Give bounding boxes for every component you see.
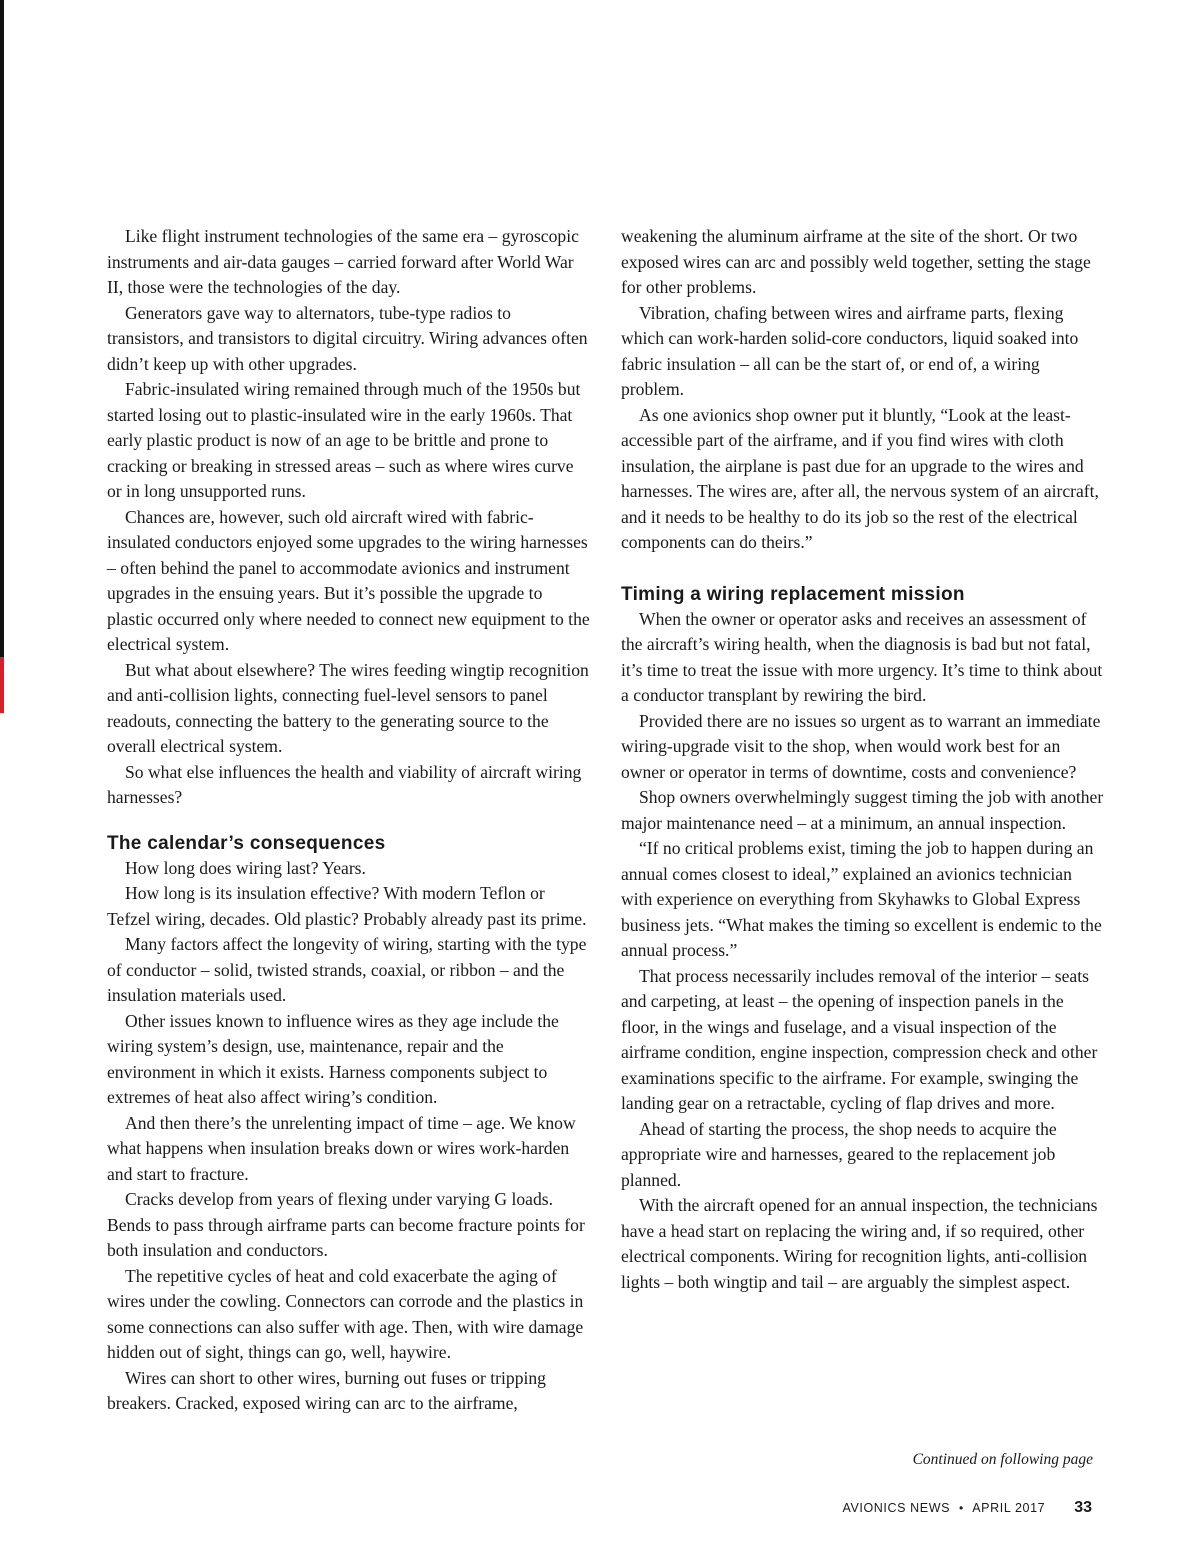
left-paragraph-4: Chances are, however, such old aircraft wired with fabric-insulated conductors enjoyed some upgrades to the wiring harnesses – often behind the panel to accommodate avionics and instrument upgrades in the ensuing years. But it’s possible the upgrade to plastic occurred only where needed to connect new equipment to the electrical system. (107, 506, 590, 654)
page-edge-bar-dark (0, 0, 4, 657)
left-paragraph-5: But what about elsewhere? The wires feeding wingtip recognition and anti-collision lights, connecting fuel-level sensors to panel readouts, connecting the battery to the generating source to the overall electrical system. (107, 659, 589, 756)
left-paragraph-10: Other issues known to influence wires as they age include the wiring system’s design, use, maintenance, repair and the environment in which it exists. Harness components subject to extremes of heat also affect wiring’s condition. (107, 1010, 559, 1107)
page-edge-bar-red (0, 657, 4, 713)
right-column (621, 224, 1105, 1295)
page-footer (842, 1499, 1092, 1517)
right-paragraph-3: As one avionics shop owner put it bluntly, “Look at the least-accessible part of the airframe, and if you find wires with cloth insulation, the airplane is past due for an upgrade to the wires and harnesses. The wires are, after all, the nervous system of an aircraft, and it needs to be healthy to do its job so the rest of the electrical components can do theirs.” (621, 404, 1099, 552)
section-heading-calendar: The calendar’s consequences (107, 832, 386, 854)
left-paragraph-7: How long does wiring last? Years. (125, 857, 366, 878)
right-paragraph-9: Ahead of starting the process, the shop needs to acquire the appropriate wire and harnesses, geared to the replacement job planned. (621, 1118, 1057, 1190)
right-paragraph-7: “If no critical problems exist, timing the job to happen during an annual comes closest to ideal,” explained an avionics technician with experience on everything from Skyhawks to Global Express business jets. “What makes the timing so excellent is endemic to the annual process.” (621, 838, 1102, 960)
left-paragraph-12: Cracks develop from years of flexing under varying G loads. Bends to pass through airframe parts can become fracture points for both insulation and conductors. (107, 1189, 585, 1260)
left-paragraph-1: Like flight instrument technologies of the same era – gyroscopic instruments and air-data gauges – carried forward after World War II, those were the technologies of the day. (107, 226, 579, 297)
left-paragraph-11: And then there’s the unrelenting impact of time – age. We know what happens when insulation breaks down or wires work-harden and start to fracture. (107, 1112, 576, 1184)
right-paragraph-5: Provided there are no issues so urgent as to warrant an immediate wiring-upgrade visit to the shop, when would work best for an owner or operator in terms of downtime, costs and convenience? (621, 710, 1101, 782)
left-paragraph-13: The repetitive cycles of heat and cold exacerbate the aging of wires under the cowling. Connectors can corrode and the plastics in some connections can also suffer with age. Then, with wire damage hidden out of sight, things can go, well, haywire. (107, 1265, 584, 1362)
right-paragraph-6: Shop owners overwhelmingly suggest timing the job with another major maintenance need – at a minimum, an annual inspection. (621, 787, 1104, 833)
page-number: 33 (1074, 1499, 1092, 1516)
footer-issue-date: APRIL 2017 (972, 1501, 1046, 1515)
right-paragraph-8: That process necessarily includes removal of the interior – seats and carpeting, at least – the opening of inspection panels in the floor, in the wings and fuselage, and a visual inspection of the airframe condition, engine inspection, compression check and other examinations specific to the airframe. For example, swinging the landing gear on a retractable, cycling of flap drives and more. (621, 965, 1098, 1113)
right-paragraph-10: With the aircraft opened for an annual inspection, the technicians have a head start on replacing the wiring and, if so required, other electrical components. Wiring for recognition lights, anti-collision lights – both wingtip and tail – are arguably the simplest aspect. (621, 1195, 1098, 1292)
left-paragraph-6: So what else influences the health and viability of aircraft wiring harnesses? (107, 761, 582, 807)
left-paragraph-3: Fabric-insulated wiring remained through much of the 1950s but started losing out to plastic-insulated wire in the early 1960s. That early plastic product is now of an age to be brittle and prone to cracking or breaking in stressed areas – such as where wires curve or in long unsupported runs. (107, 379, 581, 501)
footer-magazine-name: AVIONICS NEWS (842, 1501, 951, 1515)
left-paragraph-9: Many factors affect the longevity of wiring, starting with the type of conductor – solid, twisted strands, coaxial, or ribbon – and the insulation materials used. (107, 934, 587, 1005)
section-heading-timing: Timing a wiring replacement mission (621, 583, 965, 605)
right-paragraph-2: Vibration, chafing between wires and airframe parts, flexing which can work-harden solid-core conductors, liquid soaked into fabric insulation – all can be the start of, or end of, a wiring problem. (621, 302, 1079, 399)
right-paragraph-1: weakening the aluminum airframe at the site of the short. Or two exposed wires can arc and possibly weld together, setting the stage for other problems. (621, 226, 1091, 297)
left-column (107, 224, 591, 1417)
left-paragraph-14: Wires can short to other wires, burning out fuses or tripping breakers. Cracked, exposed wiring can arc to the airframe, (107, 1367, 546, 1413)
right-paragraph-4: When the owner or operator asks and receives an assessment of the aircraft’s wiring health, when the diagnosis is bad but not fatal, it’s time to treat the issue with more urgency. It’s time to think about a conductor transplant by rewiring the bird. (621, 608, 1103, 705)
left-paragraph-2: Generators gave way to alternators, tube-type radios to transistors, and transistors to digital circuitry. Wiring advances often didn’t keep up with other upgrades. (107, 302, 588, 374)
footer-bullet: • (959, 1501, 964, 1515)
continued-note: Continued on following page (912, 1451, 1093, 1468)
left-paragraph-8: How long is its insulation effective? With modern Teflon or Tefzel wiring, decades. Old plastic? Probably already past its prime. (107, 883, 587, 929)
